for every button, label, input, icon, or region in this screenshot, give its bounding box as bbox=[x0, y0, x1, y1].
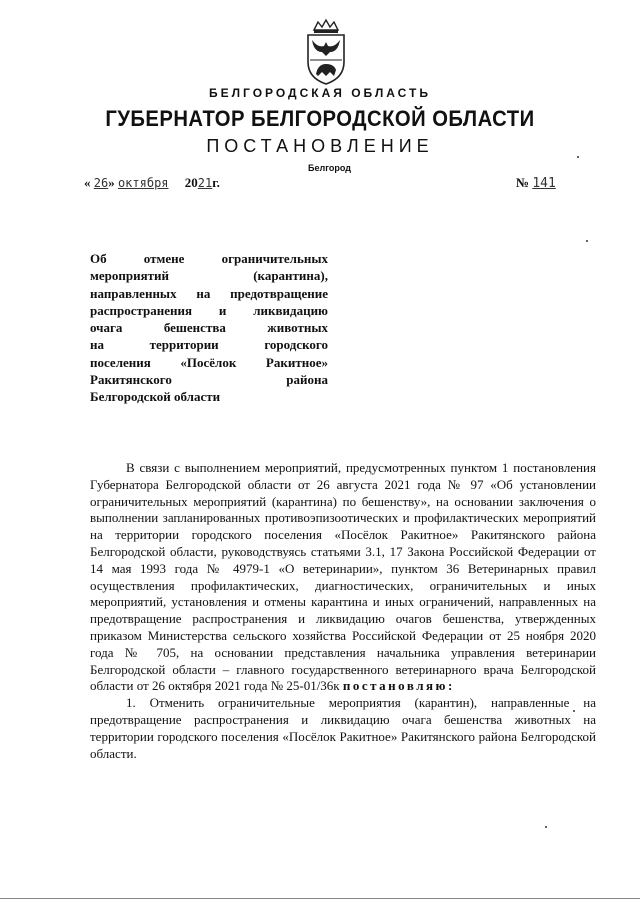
scan-speck bbox=[586, 240, 588, 242]
subject-line: Об отмене ограничительных bbox=[90, 251, 328, 266]
subject-line: на территории городского bbox=[90, 337, 328, 353]
subject-line: направленных на предотвращение bbox=[90, 285, 328, 301]
decree-keyword: постановляю: bbox=[342, 678, 455, 694]
date-line bbox=[84, 175, 220, 191]
scan-speck bbox=[577, 156, 579, 158]
date-year-unit: г. bbox=[212, 175, 220, 190]
subject-line: распространения и ликвидацию bbox=[90, 302, 328, 318]
date-day: 26 bbox=[93, 176, 109, 190]
scan-speck bbox=[573, 710, 575, 712]
date-month: октября bbox=[117, 176, 169, 190]
date-year-prefix: 20 bbox=[184, 175, 198, 190]
date-open-quote: « bbox=[84, 175, 91, 190]
number-line bbox=[516, 175, 556, 191]
page-bottom-edge bbox=[0, 898, 640, 899]
governor-title: ГУБЕРНАТОР БЕЛГОРОДСКОЙ ОБЛАСТИ bbox=[105, 106, 535, 131]
date-year-suffix: 21 bbox=[197, 176, 213, 190]
paragraph-1-text: В связи с выполнением мероприятий, предусмотренных пунктом 1 постановления Губернатора Белгородской области от 26 августа 2021 года № 97 «Об установлении ограничительных мероприятий (карантина) по бешенству», на основании заключения о выполнении запланированных противоэпизоотических и профилактических мероприятий на территории городского поселения «Посёлок Ракитное» Ракитянского района Белгородской области, руководствуясь статьями 3.1, 17 Закона Российской Федерации от 14 мая 1993 года № 4979-1 «О ветеринарии», пунктом 36 Ветеринарных правил осуществления профилактических, диагностических, ограничительных и иных мероприятий, установления и отмены карантина и иных ограничений, направленных на предотвращение распространения и ликвидацию очагов бешенства, утвержденных приказом Министерства сельского хозяйства Российской Федерации от 25 ноября 2020 года № 705, на основании представления начальника управления ветеринарии Белгородской области – главного государственного ветеринарного врача Белгородской области от 26 октября 2021 года № 25-01/36к bbox=[90, 460, 596, 694]
number-value: 141 bbox=[532, 176, 556, 191]
coat-of-arms-icon bbox=[296, 18, 356, 88]
scan-speck bbox=[545, 826, 547, 828]
region-title: БЕЛГОРОДСКАЯ ОБЛАСТЬ bbox=[209, 86, 431, 100]
subject-line: Белгородской области bbox=[90, 389, 221, 405]
date-close-quote: » bbox=[108, 175, 115, 190]
subject-line: очага бешенства животных bbox=[90, 320, 328, 336]
document-type: ПОСТАНОВЛЕНИЕ bbox=[206, 136, 434, 156]
body-paragraph-1 bbox=[90, 460, 596, 695]
subject-line: поселения «Посёлок Ракитное» bbox=[90, 354, 328, 370]
city-name: Белгород bbox=[308, 163, 351, 173]
subject-line: Ракитянского района bbox=[90, 372, 328, 388]
document-body bbox=[90, 460, 596, 762]
subject-line: мероприятий (карантина), bbox=[90, 268, 328, 284]
number-label: № bbox=[516, 175, 530, 190]
document-subject bbox=[90, 250, 328, 406]
body-paragraph-2: 1. Отменить ограничительные мероприятия (карантин), направленные на предотвращение распространения и ликвидацию очага бешенства животных на территории городского поселения «Посёлок Ракитное» Ракитянского района Белгородской области. bbox=[90, 695, 596, 761]
